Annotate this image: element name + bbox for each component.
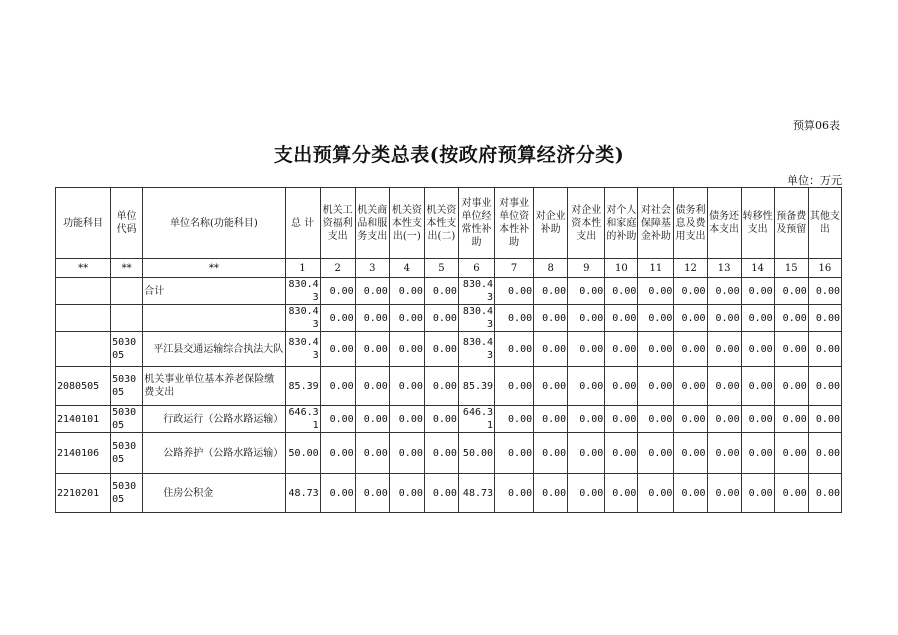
unit-name-cell: 平江县交通运输综合执法大队 [143, 332, 285, 367]
unit-code-cell [111, 278, 143, 305]
amount-cell: 0.00 [674, 474, 707, 513]
column-header: 预备费及预留 [774, 188, 808, 259]
unit-code-cell: 503005 [111, 474, 143, 513]
amount-cell: 0.00 [808, 406, 841, 433]
function-code-cell: 2140106 [56, 433, 111, 474]
amount-cell: 0.00 [320, 278, 355, 305]
amount-cell: 0.00 [424, 367, 458, 406]
amount-cell: 0.00 [707, 367, 741, 406]
table-row [56, 474, 842, 513]
column-index-cell: 6 [458, 259, 494, 278]
unit-code-cell: 503005 [111, 406, 143, 433]
amount-cell: 0.00 [674, 332, 707, 367]
amount-cell: 0.00 [674, 278, 707, 305]
table-row [56, 305, 842, 332]
column-index-cell: ** [56, 259, 111, 278]
amount-cell: 0.00 [605, 367, 638, 406]
column-index-cell: 13 [707, 259, 741, 278]
column-index-cell: 8 [534, 259, 568, 278]
column-index-row [56, 259, 842, 278]
column-index-cell: 14 [741, 259, 774, 278]
amount-cell: 0.00 [424, 474, 458, 513]
amount-cell: 0.00 [774, 433, 808, 474]
column-header: 其他支出 [808, 188, 841, 259]
amount-cell: 646.31 [458, 406, 494, 433]
column-index-cell: 16 [808, 259, 841, 278]
column-header: 对个人和家庭的补助 [605, 188, 638, 259]
amount-cell: 0.00 [674, 367, 707, 406]
amount-cell: 0.00 [568, 406, 605, 433]
column-index-cell: 5 [424, 259, 458, 278]
amount-cell: 48.73 [285, 474, 320, 513]
amount-cell: 0.00 [495, 305, 534, 332]
amount-cell: 0.00 [638, 305, 674, 332]
amount-cell: 85.39 [285, 367, 320, 406]
column-index-cell: 2 [320, 259, 355, 278]
amount-cell: 0.00 [389, 433, 424, 474]
amount-cell: 0.00 [355, 332, 389, 367]
amount-cell: 830.43 [285, 332, 320, 367]
unit-code-cell: 503005 [111, 433, 143, 474]
unit-name-cell: 住房公积金 [143, 474, 285, 513]
table-header-row [56, 188, 842, 259]
column-index-cell: ** [143, 259, 285, 278]
amount-cell: 0.00 [355, 367, 389, 406]
amount-cell: 0.00 [707, 406, 741, 433]
amount-cell: 0.00 [568, 278, 605, 305]
amount-cell: 0.00 [424, 332, 458, 367]
column-index-cell: 15 [774, 259, 808, 278]
amount-cell: 0.00 [808, 474, 841, 513]
function-code-cell: 2080505 [56, 367, 111, 406]
function-code-cell [56, 305, 111, 332]
amount-cell: 0.00 [320, 305, 355, 332]
amount-cell: 0.00 [638, 367, 674, 406]
column-header: 对企业资本性支出 [568, 188, 605, 259]
table-row [56, 433, 842, 474]
amount-cell: 0.00 [638, 278, 674, 305]
unit-label: 单位：万元 [787, 174, 842, 187]
amount-cell: 830.43 [285, 278, 320, 305]
amount-cell: 0.00 [605, 332, 638, 367]
amount-cell: 0.00 [320, 367, 355, 406]
amount-cell: 48.73 [458, 474, 494, 513]
amount-cell: 0.00 [424, 278, 458, 305]
amount-cell: 830.43 [458, 332, 494, 367]
amount-cell: 0.00 [707, 433, 741, 474]
amount-cell: 0.00 [605, 474, 638, 513]
amount-cell: 0.00 [389, 278, 424, 305]
column-header: 机关商品和服务支出 [355, 188, 389, 259]
column-header: 总 计 [285, 188, 320, 259]
amount-cell: 0.00 [638, 433, 674, 474]
table-row [56, 332, 842, 367]
amount-cell: 0.00 [389, 305, 424, 332]
amount-cell: 50.00 [458, 433, 494, 474]
amount-cell: 0.00 [355, 406, 389, 433]
amount-cell: 0.00 [534, 367, 568, 406]
column-header: 对事业单位经常性补助 [458, 188, 494, 259]
amount-cell: 0.00 [495, 406, 534, 433]
column-index-cell: ** [111, 259, 143, 278]
amount-cell: 0.00 [568, 433, 605, 474]
column-header: 债务还本支出 [707, 188, 741, 259]
amount-cell: 0.00 [495, 474, 534, 513]
amount-cell: 0.00 [741, 406, 774, 433]
amount-cell: 0.00 [320, 332, 355, 367]
amount-cell: 0.00 [495, 278, 534, 305]
unit-name-cell: 行政运行（公路水路运输） [143, 406, 285, 433]
amount-cell: 0.00 [389, 406, 424, 433]
column-header: 对社会保障基金补助 [638, 188, 674, 259]
amount-cell: 0.00 [774, 474, 808, 513]
amount-cell: 0.00 [674, 406, 707, 433]
amount-cell: 0.00 [741, 278, 774, 305]
amount-cell: 0.00 [568, 474, 605, 513]
amount-cell: 0.00 [605, 278, 638, 305]
amount-cell: 0.00 [674, 305, 707, 332]
column-header: 机关资本性支出(二) [424, 188, 458, 259]
column-header: 功能科目 [56, 188, 111, 259]
amount-cell: 0.00 [707, 332, 741, 367]
amount-cell: 0.00 [355, 474, 389, 513]
amount-cell: 0.00 [774, 332, 808, 367]
amount-cell: 0.00 [741, 305, 774, 332]
amount-cell: 0.00 [774, 367, 808, 406]
function-code-cell: 2140101 [56, 406, 111, 433]
budget-table [55, 187, 842, 513]
amount-cell: 0.00 [638, 474, 674, 513]
column-index-cell: 4 [389, 259, 424, 278]
amount-cell: 0.00 [495, 433, 534, 474]
table-row [56, 278, 842, 305]
unit-code-cell [111, 305, 143, 332]
column-index-cell: 10 [605, 259, 638, 278]
form-number: 预算06表 [793, 119, 840, 132]
amount-cell: 0.00 [424, 433, 458, 474]
column-header: 对企业补助 [534, 188, 568, 259]
amount-cell: 0.00 [638, 406, 674, 433]
page-title: 支出预算分类总表(按政府预算经济分类) [273, 144, 625, 166]
amount-cell: 0.00 [534, 332, 568, 367]
amount-cell: 0.00 [707, 305, 741, 332]
amount-cell: 0.00 [389, 332, 424, 367]
amount-cell: 0.00 [568, 367, 605, 406]
amount-cell: 830.43 [458, 278, 494, 305]
amount-cell: 0.00 [568, 305, 605, 332]
amount-cell: 0.00 [568, 332, 605, 367]
amount-cell: 0.00 [355, 305, 389, 332]
column-index-cell: 7 [495, 259, 534, 278]
amount-cell: 0.00 [534, 305, 568, 332]
amount-cell: 0.00 [389, 474, 424, 513]
column-header: 单位代码 [111, 188, 143, 259]
function-code-cell [56, 278, 111, 305]
amount-cell: 0.00 [808, 278, 841, 305]
amount-cell: 0.00 [534, 474, 568, 513]
amount-cell: 0.00 [355, 433, 389, 474]
amount-cell: 646.31 [285, 406, 320, 433]
column-header: 债务利息及费用支出 [674, 188, 707, 259]
table-row [56, 406, 842, 433]
function-code-cell: 2210201 [56, 474, 111, 513]
table-row [56, 367, 842, 406]
amount-cell: 0.00 [674, 433, 707, 474]
amount-cell: 0.00 [320, 474, 355, 513]
amount-cell: 0.00 [638, 332, 674, 367]
amount-cell: 0.00 [424, 305, 458, 332]
amount-cell: 0.00 [320, 433, 355, 474]
unit-name-cell: 合计 [143, 278, 285, 305]
amount-cell: 0.00 [774, 406, 808, 433]
amount-cell: 0.00 [808, 433, 841, 474]
amount-cell: 830.43 [285, 305, 320, 332]
column-index-cell: 1 [285, 259, 320, 278]
amount-cell: 0.00 [495, 367, 534, 406]
amount-cell: 0.00 [774, 305, 808, 332]
amount-cell: 830.43 [458, 305, 494, 332]
function-code-cell [56, 332, 111, 367]
column-header: 对事业单位资本性补助 [495, 188, 534, 259]
column-header: 机关资本性支出(一) [389, 188, 424, 259]
column-header: 机关工资福利支出 [320, 188, 355, 259]
amount-cell: 0.00 [808, 367, 841, 406]
amount-cell: 0.00 [808, 305, 841, 332]
amount-cell: 0.00 [320, 406, 355, 433]
amount-cell: 0.00 [389, 367, 424, 406]
unit-name-cell: 机关事业单位基本养老保险缴费支出 [143, 367, 285, 406]
column-index-cell: 12 [674, 259, 707, 278]
column-header: 单位名称(功能科目) [143, 188, 285, 259]
amount-cell: 0.00 [707, 278, 741, 305]
amount-cell: 0.00 [605, 406, 638, 433]
column-index-cell: 3 [355, 259, 389, 278]
column-header: 转移性支出 [741, 188, 774, 259]
amount-cell: 0.00 [534, 406, 568, 433]
amount-cell: 0.00 [495, 332, 534, 367]
amount-cell: 85.39 [458, 367, 494, 406]
column-index-cell: 11 [638, 259, 674, 278]
unit-code-cell: 503005 [111, 367, 143, 406]
amount-cell: 0.00 [741, 367, 774, 406]
amount-cell: 0.00 [605, 433, 638, 474]
amount-cell: 0.00 [741, 474, 774, 513]
amount-cell: 50.00 [285, 433, 320, 474]
amount-cell: 0.00 [424, 406, 458, 433]
unit-code-cell: 503005 [111, 332, 143, 367]
amount-cell: 0.00 [774, 278, 808, 305]
amount-cell: 0.00 [534, 433, 568, 474]
amount-cell: 0.00 [534, 278, 568, 305]
amount-cell: 0.00 [605, 305, 638, 332]
unit-name-cell [143, 305, 285, 332]
amount-cell: 0.00 [741, 433, 774, 474]
amount-cell: 0.00 [355, 278, 389, 305]
amount-cell: 0.00 [707, 474, 741, 513]
column-index-cell: 9 [568, 259, 605, 278]
amount-cell: 0.00 [808, 332, 841, 367]
unit-name-cell: 公路养护（公路水路运输） [143, 433, 285, 474]
amount-cell: 0.00 [741, 332, 774, 367]
